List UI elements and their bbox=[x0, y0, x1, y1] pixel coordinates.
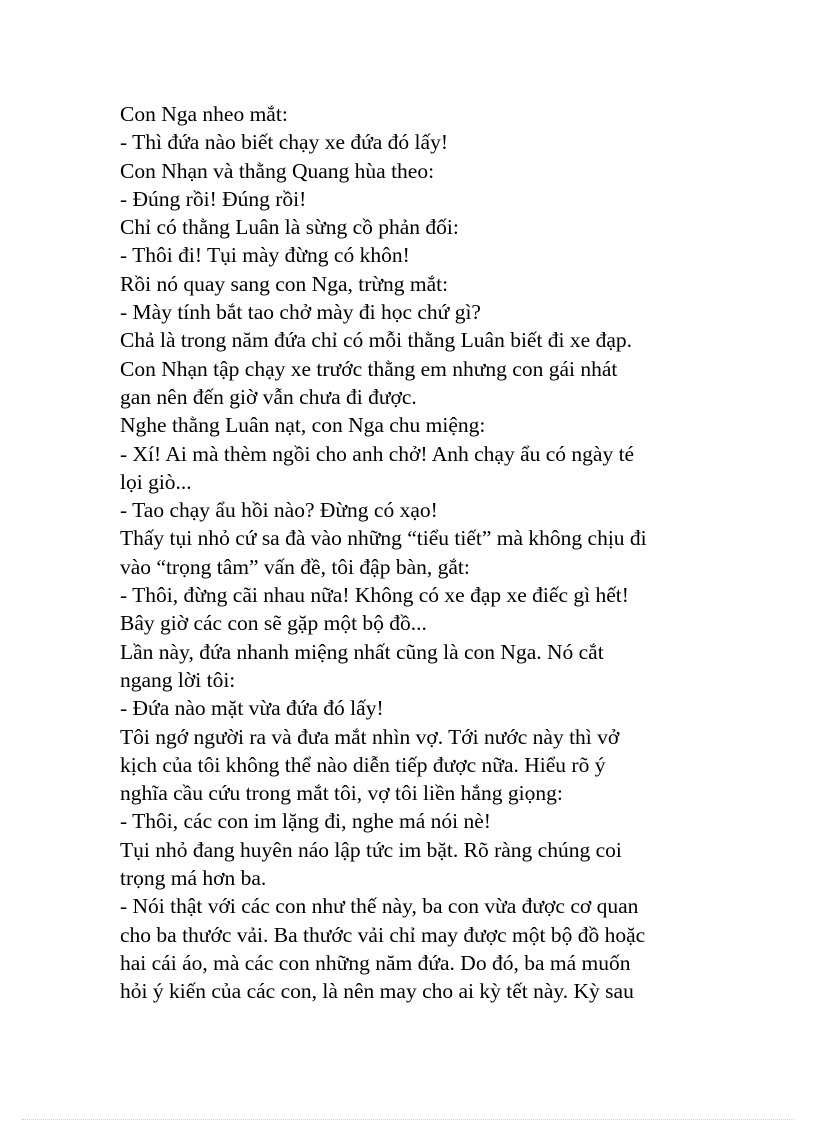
text-line: Tụi nhỏ đang huyên náo lập tức im bặt. Rõ ràng chúng coi bbox=[120, 837, 622, 862]
text-line: Chả là trong năm đứa chỉ có mỗi thằng Luân biết đi xe đạp. bbox=[120, 328, 632, 353]
text-line: Con Nhạn và thằng Quang hùa theo: bbox=[120, 158, 435, 183]
text-line: gan nên đến giờ vẫn chưa đi được. bbox=[120, 384, 417, 409]
text-line: kịch của tôi không thể nào diễn tiếp được nữa. Hiểu rõ ý bbox=[120, 752, 606, 777]
page-bottom-divider bbox=[22, 1119, 794, 1120]
text-line: - Thôi, đừng cãi nhau nữa! Không có xe đạp xe điếc gì hết! bbox=[120, 583, 629, 608]
text-line: - Thôi đi! Tụi mày đừng có khôn! bbox=[120, 243, 410, 268]
text-line: hỏi ý kiến của các con, là nên may cho ai kỳ tết này. Kỳ sau bbox=[120, 979, 634, 1004]
text-line: Thấy tụi nhỏ cứ sa đà vào những “tiểu tiết” mà không chịu đi bbox=[120, 526, 647, 551]
text-line: - Đúng rồi! Đúng rồi! bbox=[120, 186, 307, 211]
text-line: cho ba thước vải. Ba thước vải chỉ may được một bộ đồ hoặc bbox=[120, 922, 646, 947]
text-line: - Thì đứa nào biết chạy xe đứa đó lấy! bbox=[120, 130, 448, 155]
text-line: Lần này, đứa nhanh miệng nhất cũng là con Nga. Nó cắt bbox=[120, 639, 604, 664]
text-line: Rồi nó quay sang con Nga, trừng mắt: bbox=[120, 271, 449, 296]
text-line: Nghe thằng Luân nạt, con Nga chu miệng: bbox=[120, 413, 486, 438]
text-line: - Tao chạy ẩu hồi nào? Đừng có xạo! bbox=[120, 498, 438, 523]
text-line: trọng má hơn ba. bbox=[120, 866, 267, 891]
document-body bbox=[120, 100, 710, 1006]
text-line: hai cái áo, mà các con những năm đứa. Do đó, ba má muốn bbox=[120, 950, 631, 975]
text-line: Con Nga nheo mắt: bbox=[120, 102, 288, 126]
text-line: - Mày tính bắt tao chở mày đi học chứ gì? bbox=[120, 300, 481, 325]
text-line: nghĩa cầu cứu trong mắt tôi, vợ tôi liền hắng giọng: bbox=[120, 781, 563, 806]
text-line: Tôi ngớ người ra và đưa mắt nhìn vợ. Tới nước này thì vở bbox=[120, 724, 620, 749]
document-page bbox=[120, 100, 710, 1006]
text-line: ngang lời tôi: bbox=[120, 667, 236, 692]
text-line: lọi giò... bbox=[120, 469, 192, 494]
text-line: - Đứa nào mặt vừa đứa đó lấy! bbox=[120, 696, 384, 721]
text-line: - Nói thật với các con như thế này, ba con vừa được cơ quan bbox=[120, 894, 639, 919]
text-line: - Thôi, các con im lặng đi, nghe má nói nè! bbox=[120, 809, 491, 834]
text-line: Chỉ có thằng Luân là sừng cồ phản đối: bbox=[120, 215, 459, 240]
text-line: - Xí! Ai mà thèm ngồi cho anh chở! Anh chạy ẩu có ngày té bbox=[120, 441, 635, 466]
text-line: Con Nhạn tập chạy xe trước thằng em nhưng con gái nhát bbox=[120, 356, 618, 381]
text-line: Bây giờ các con sẽ gặp một bộ đồ... bbox=[120, 611, 427, 636]
text-line: vào “trọng tâm” vấn đề, tôi đập bàn, gắt: bbox=[120, 554, 470, 579]
